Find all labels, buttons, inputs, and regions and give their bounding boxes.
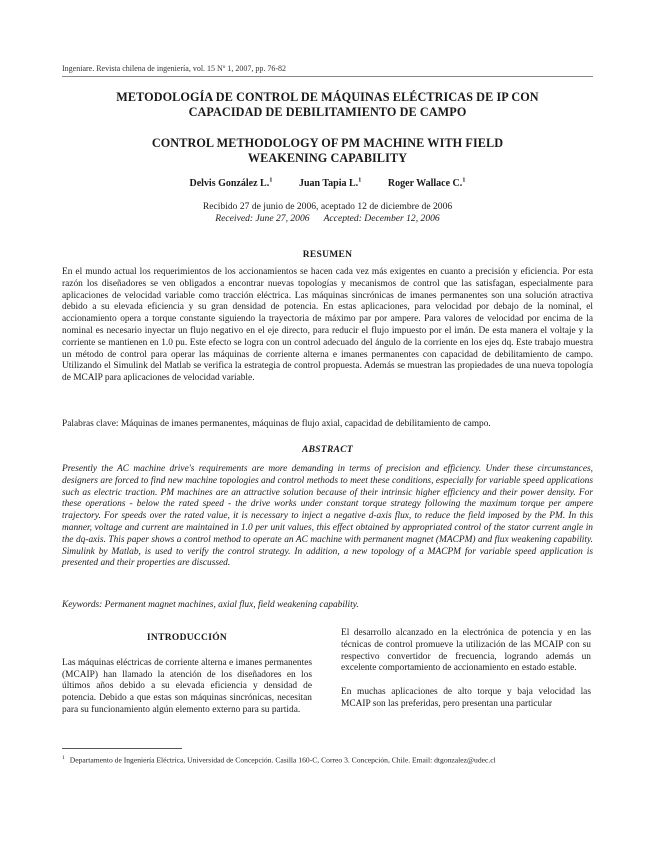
intro-paragraph-1: Las máquinas eléctricas de corriente alterna e imanes permanentes (MCAIP) han llamado la atención de los diseñadores en los últimos años debido a su elevada eficiencia y densidad de potencia. Debido a que estas son máquinas sincrónicas, necesitan para su funcionamiento algún elemento externo para su partida. <box>62 657 312 715</box>
title-english-line-1: CONTROL METHODOLOGY OF PM MACHINE WITH FIELD <box>151 136 504 150</box>
accepted-date-english: Accepted: December 12, 2006 <box>323 213 440 224</box>
title-spanish-line-2: CAPACIDAD DE DEBILITAMIENTO DE CAMPO <box>188 105 467 119</box>
intro-paragraph-2: El desarrollo alcanzado en la electrónica de potencia y en las técnicas de control promueve la utilización de las MCAIP con su respectivo convertidor de frecuencia, logrando además un excelente comportamiento de accionamiento en estado estable. <box>341 628 591 674</box>
abstract-body: Presently the AC machine drive's requirements are more demanding in terms of precision and efficiency. Under these circumstances, designers are forced to find new machine topologies and control methods to meet these conditions, especially for variable speed applications such as electric traction. PM machines are an attractive solution because of their intrinsic higher efficiency and their power density. For these operations - below the rated speed - the drive works under constant torque strategy following the maximum torque per ampere trajectory. For speeds over the rated value, it is necessary to inject a negative d-axis flux, to reduce the field imposed by the PM. In this manner, voltage and current are maintained in 1.0 per unit values, this effect obtained by appropriated control of the stator current angle in the dq-axis. This paper shows a control method to operate an AC machine with permanent magnet (MACPM) and flux weakening capability. Simulink by Matlab, is used to verify the control strategy. In addition, a new topology of a MACPM for variable speed application is presented and their properties are discussed. <box>62 464 593 569</box>
received-spanish: Recibido 27 de junio de 2006, aceptado 12 de diciembre de 2006 <box>202 201 453 212</box>
left-column <box>62 628 312 729</box>
received-english <box>62 213 593 225</box>
title-spanish <box>62 90 593 120</box>
received-dates <box>62 201 593 225</box>
author-1: Delvis González L.$^1$ <box>189 177 273 190</box>
journal-header: Ingeniare. Revista chilena de ingeniería, vol. 15 Nº 1, 2007, pp. 76-82 <box>62 64 593 77</box>
title-english <box>62 136 593 166</box>
author-list <box>62 177 593 189</box>
footnote <box>62 755 593 765</box>
resumen-heading: RESUMEN <box>302 250 353 260</box>
right-column <box>341 628 591 723</box>
intro-heading: INTRODUCCIÓN <box>146 633 228 643</box>
abstract-heading: ABSTRACT <box>302 445 353 455</box>
keywords-english: Keywords: Permanent magnet machines, axial flux, field weakening capability. <box>62 600 359 610</box>
keywords-spanish: Palabras clave: Máquinas de imanes permanentes, máquinas de flujo axial, capacidad de debilitamiento de campo. <box>62 419 491 429</box>
title-spanish-line-1: METODOLOGÍA DE CONTROL DE MÁQUINAS ELÉCTRICAS DE IP CON <box>116 90 539 104</box>
title-english-line-2: WEAKENING CAPABILITY <box>247 151 408 165</box>
author-3: Roger Wallace C.$^1$ <box>387 177 466 190</box>
resumen-body: En el mundo actual los requerimientos de los accionamientos se hacen cada vez más exigentes en cuanto a precisión y eficiencia. Por esta razón los diseñadores se ven obligados a encontrar nuevas topologías y mecanismos de control que las satisfagan, especialmente para aplicaciones de velocidad variable como tracción eléctrica. Las máquinas sincrónicas de imanes permanentes son una solución atractiva debido a su elevada eficiencia y su gran densidad de potencia. En estas aplicaciones, para velocidad por debajo de la nominal, el accionamiento opera a torque constante siguiendo la trayectoria de máximo par por ampere. Para valores de velocidad por encima de la nominal es necesario inyectar un flujo negativo en el eje directo, para reducir el flujo impuesto por el imán. De esta manera el voltaje y la corriente se mantienen en 1.0 pu. Este efecto se logra con un control adecuado del ángulo de la corriente en los ejes dq. Este trabajo muestra un método de control para operar las máquinas de corriente alterna e imanes permanentes con capacidad de debilitamiento de campo. Utilizando el Simulink del Matlab se verifica la estrategia de control propuesta. Además se muestran las propiedades de una nueva topología de MCAIP para aplicaciones de velocidad variable. <box>62 267 593 384</box>
intro-paragraph-3: En muchas aplicaciones de alto torque y baja velocidad las MCAIP son las preferidas, pero presentan una particular <box>341 687 591 709</box>
received-date-english: Received: June 27, 2006 <box>215 213 310 224</box>
footnote-mark: 1 <box>62 755 65 761</box>
footnote-divider <box>62 748 182 749</box>
author-2: Juan Tapia L.$^1$ <box>298 177 362 190</box>
footnote-text: Departamento de Ingeniería Eléctrica, Universidad de Concepción. Casilla 160-C, Correo 3. Concepción, Chile. Email: dtgonzalez@udec.cl <box>69 755 496 765</box>
